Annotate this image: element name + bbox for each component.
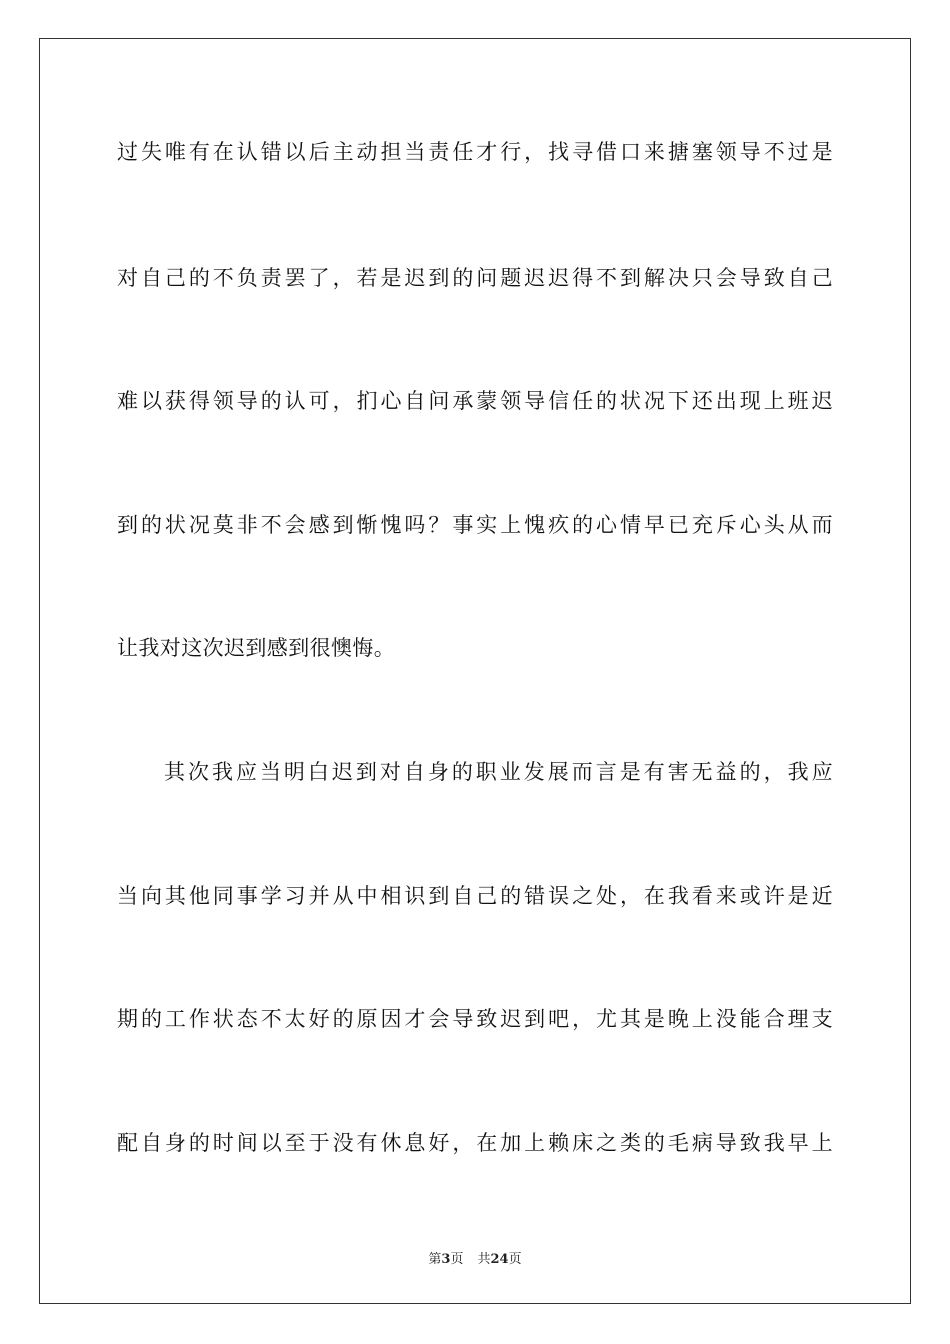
paragraph-2-line-1: 其次我应当明白迟到对自身的职业发展而言是有害无益的，我应 xyxy=(164,760,833,784)
current-page-number: 3 xyxy=(441,1252,451,1267)
paragraph-2-line-2: 当向其他同事学习并从中相识到自己的错误之处，在我看来或许是近 xyxy=(117,884,833,908)
paragraph-1-line-4: 到的状况莫非不会感到惭愧吗？事实上愧疚的心情早已充斥心头从而 xyxy=(117,513,833,537)
page-footer xyxy=(0,1248,950,1267)
paragraph-1-line-1: 过失唯有在认错以后主动担当责任才行，找寻借口来搪塞领导不过是 xyxy=(117,140,833,164)
paragraph-2-line-4: 配自身的时间以至于没有休息好，在加上赖床之类的毛病导致我早上 xyxy=(117,1131,833,1155)
paragraph-1-line-3: 难以获得领导的认可，扪心自问承蒙领导信任的状况下还出现上班迟 xyxy=(117,389,833,413)
total-pages-number: 24 xyxy=(490,1252,509,1267)
total-suffix: 页 xyxy=(508,1252,522,1267)
total-prefix: 共 xyxy=(477,1252,491,1267)
page-suffix: 页 xyxy=(450,1252,464,1267)
paragraph-1-line-2: 对自己的不负责罢了，若是迟到的问题迟迟得不到解决只会导致自己 xyxy=(117,266,833,290)
page-border xyxy=(39,38,911,1304)
page-prefix: 第 xyxy=(428,1252,442,1267)
paragraph-1-line-5: 让我对这次迟到感到很懊悔。 xyxy=(117,636,396,660)
paragraph-2-line-3: 期的工作状态不太好的原因才会导致迟到吧，尤其是晚上没能合理支 xyxy=(117,1007,833,1031)
